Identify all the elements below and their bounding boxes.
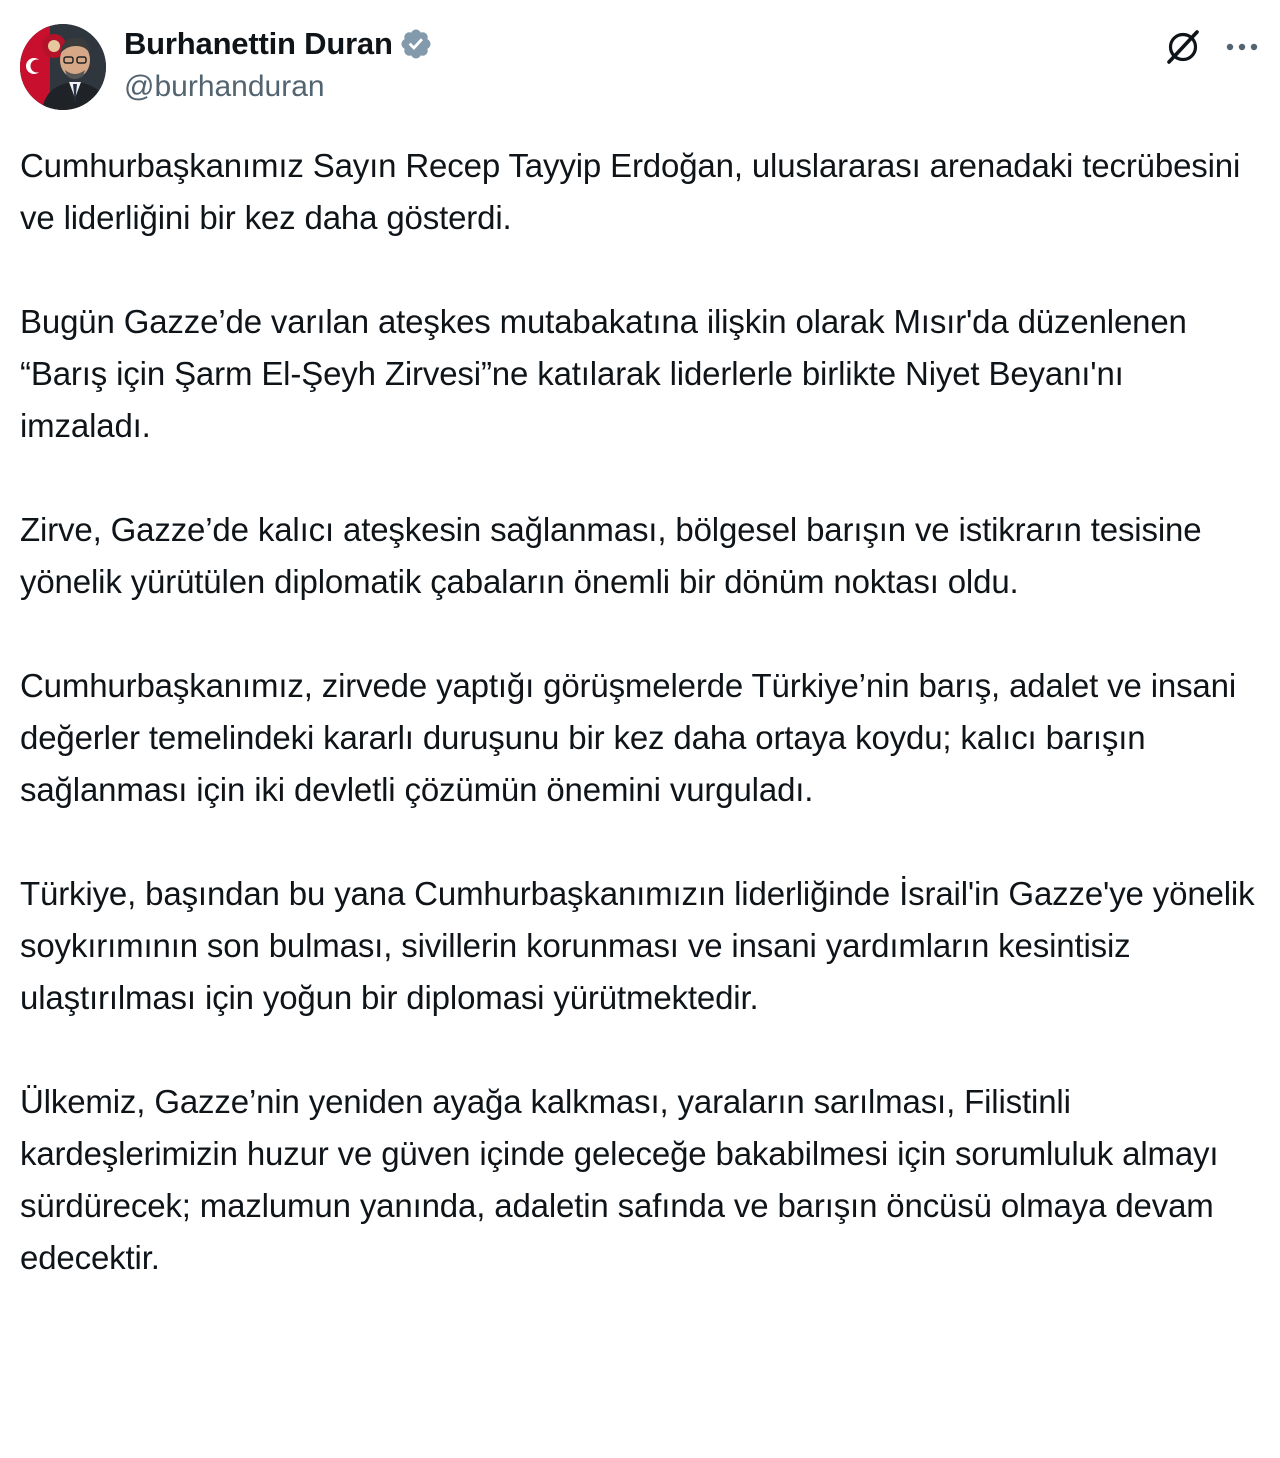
tweet-paragraph-6: Ülkemiz, Gazze’nin yeniden ayağa kalkması, yaraların sarılması, Filistinli kardeşlerimizin huzur ve güven içinde geleceğe bakabilmesi için sorumluluk almayı sürdürecek; mazlumun yanında, adaletin safında ve barışın öncüsü olmaya devam edecektir.: [20, 1083, 1219, 1276]
more-options-icon[interactable]: [1224, 30, 1260, 64]
author-handle[interactable]: @burhanduran: [124, 70, 325, 103]
tweet-paragraph-2: Bugün Gazze’de varılan ateşkes mutabakatına ilişkin olarak Mısır'da düzenlenen “Barış için Şarm El-Şeyh Zirvesi”ne katılarak liderlerle birlikte Niyet Beyanı'nı imzaladı.: [20, 303, 1187, 444]
tweet-header: [20, 22, 1260, 112]
author-names: [124, 22, 433, 104]
tweet-text: [20, 140, 1260, 1284]
grok-icon[interactable]: [1164, 28, 1202, 66]
verified-badge-icon[interactable]: [399, 27, 433, 61]
tweet-paragraph-3: Zirve, Gazze’de kalıcı ateşkesin sağlanması, bölgesel barışın ve istikrarın tesisine yönelik yürütülen diplomatik çabaların önemli bir dönüm noktası oldu.: [20, 511, 1202, 600]
avatar-image: [20, 24, 106, 110]
tweet-paragraph-1: Cumhurbaşkanımız Sayın Recep Tayyip Erdoğan, uluslararası arenadaki tecrübesini ve liderliğini bir kez daha gösterdi.: [20, 147, 1241, 236]
tweet-paragraph-4: Cumhurbaşkanımız, zirvede yaptığı görüşmelerde Türkiye’nin barış, adalet ve insani değerler temelindeki kararlı duruşunu bir kez daha ortaya koydu; kalıcı barışın sağlanması için iki devletli çözümün önemini vurguladı.: [20, 667, 1237, 808]
tweet-paragraph-5: Türkiye, başından bu yana Cumhurbaşkanımızın liderliğinde İsrail'in Gazze'ye yönelik soykırımının son bulması, sivillerin korunması ve insani yardımların kesintisiz ulaştırılması için yoğun bir diplomasi yürütmektedir.: [20, 875, 1255, 1016]
display-name-row: [124, 22, 433, 66]
profile-avatar[interactable]: [20, 24, 106, 110]
author-display-name[interactable]: Burhanettin Duran: [124, 26, 393, 61]
